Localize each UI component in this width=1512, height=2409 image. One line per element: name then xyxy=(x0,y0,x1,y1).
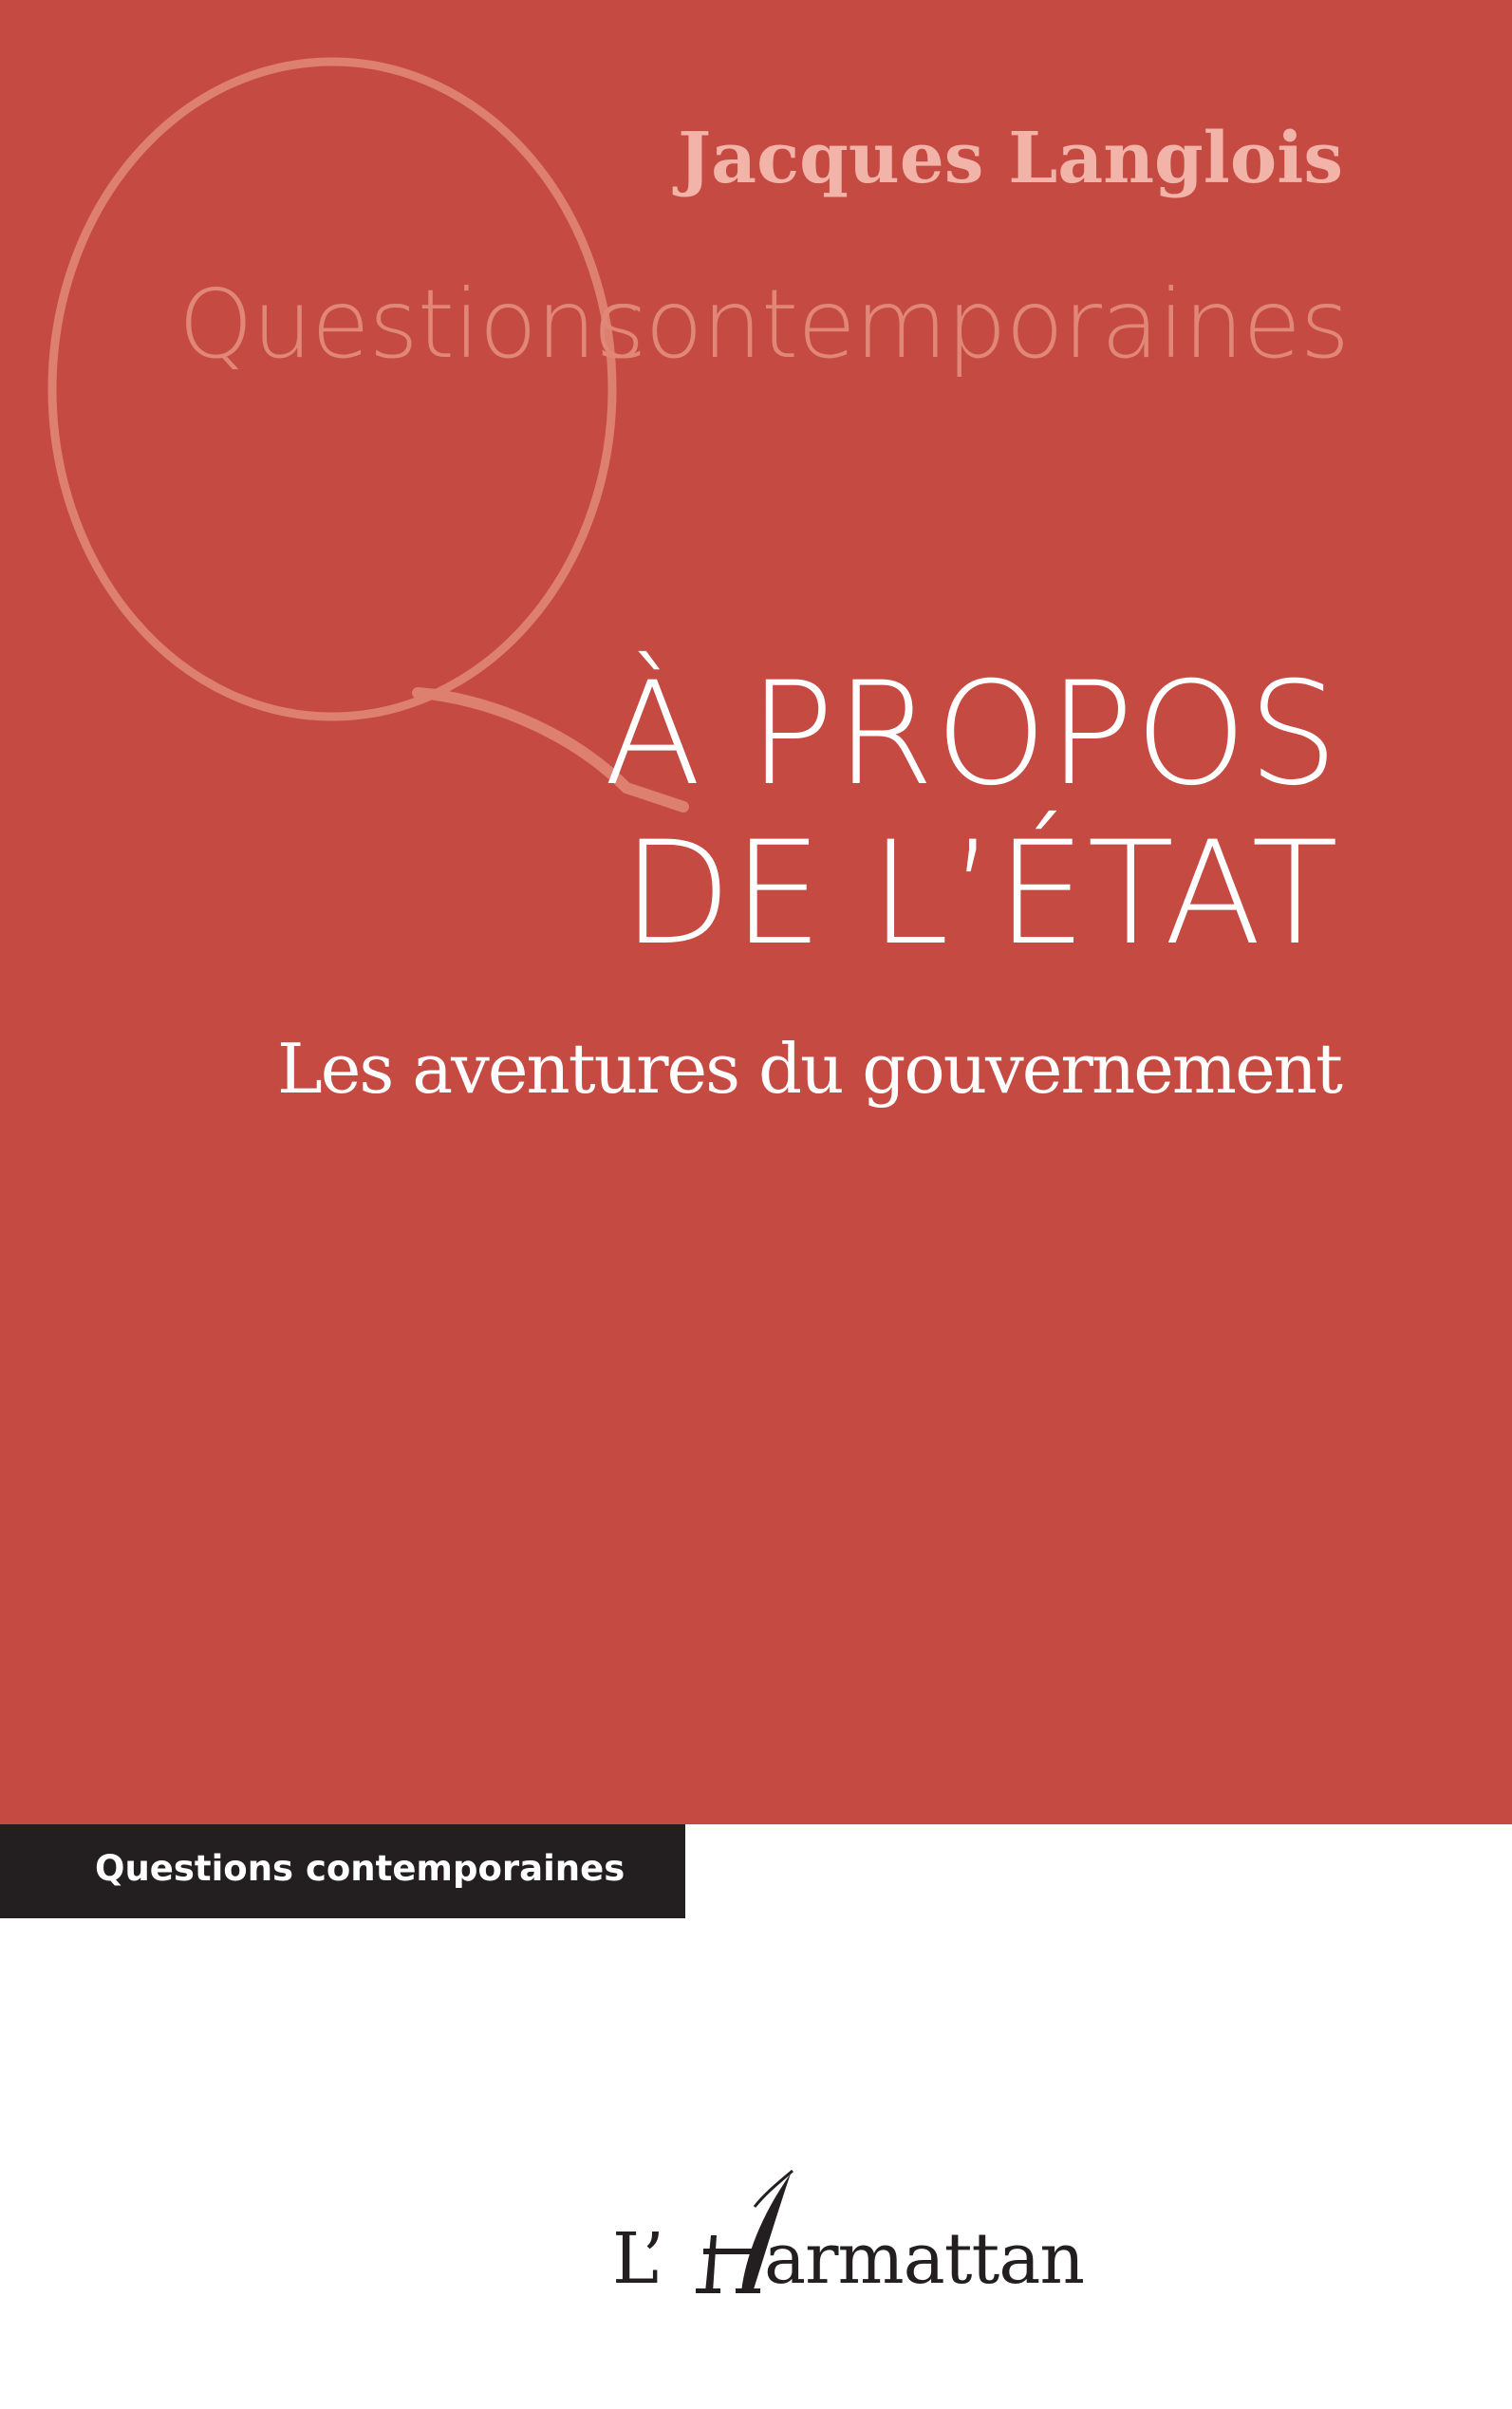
book-subtitle: Les aventures du gouvernement xyxy=(276,1029,1341,1109)
publisher-prefix: L’ xyxy=(612,2218,664,2300)
series-band-label: Questions contemporaines xyxy=(95,1848,625,1889)
author-name: Jacques Langlois xyxy=(678,118,1343,199)
series-band xyxy=(0,1824,685,1918)
book-title-line-1: À PROPOS xyxy=(604,652,1339,817)
publisher-name-rest: armattan xyxy=(764,2218,1085,2300)
series-title-word-2: contemporaines xyxy=(593,269,1349,380)
publisher-logo xyxy=(612,2169,1085,2302)
book-title-line-2: DE L’ÉTAT xyxy=(622,812,1339,977)
series-title-word-1: Questions xyxy=(178,269,644,380)
book-title xyxy=(604,652,1339,977)
q-series-logo-icon xyxy=(38,28,702,826)
